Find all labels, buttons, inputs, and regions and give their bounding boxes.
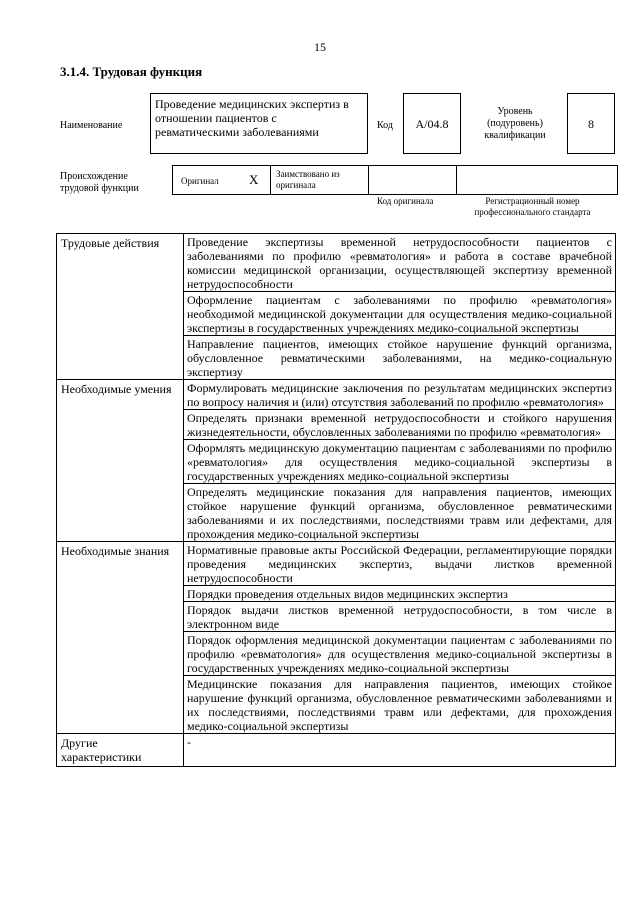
table-cell: Формулировать медицинские заключения по результатам медицинских экспертиз по вопросу наличия и (или) отсутствия заболеваний по профилю «ревматология» xyxy=(184,380,616,410)
origin-row xyxy=(172,165,618,195)
table-cell: Проведение экспертизы временной нетрудоспособности пациентов с заболеваниями по профилю «ревматология» и работа в составе врачебной комиссии медицинской организации, осуществляющей экспертизу временной нетрудоспособности xyxy=(184,234,616,292)
table-cell: - xyxy=(184,734,616,767)
code-label: Код xyxy=(377,120,393,131)
row-group-label: Другие характеристики xyxy=(57,734,184,767)
table-row xyxy=(57,234,616,292)
reg-number-label: Регистрационный номер профессионального стандарта xyxy=(474,196,591,217)
table-cell: Нормативные правовые акты Российской Федерации, регламентирующие порядки проведения медицинских экспертиз, выдачи листков временной нетрудоспособности xyxy=(184,542,616,586)
name-value: Проведение медицинских экспертиз в отношении пациентов с ревматическими заболеваниями xyxy=(150,93,368,154)
row-group-label: Трудовые действия xyxy=(57,234,184,380)
original-mark: X xyxy=(249,172,259,187)
table-row xyxy=(57,380,616,410)
table-cell: Порядки проведения отдельных видов медицинских экспертиз xyxy=(184,586,616,602)
origin-label: Происхождение трудовой функции xyxy=(60,171,139,194)
table-cell: Порядок выдачи листков временной нетрудоспособности, в том числе в электронном виде xyxy=(184,602,616,632)
row-group-label: Необходимые умения xyxy=(57,380,184,542)
functions-table xyxy=(56,233,616,767)
table-cell: Оформление пациентам с заболеваниями по профилю «ревматология» необходимой медицинской документации для осуществления медико-социальной экспертизы в государственных учреждениях медико-социальной экспертизы xyxy=(184,292,616,336)
table-cell: Направление пациентов, имеющих стойкое нарушение функций организма, обусловленное ревматическими заболеваниями, на медико-социальную экспертизу xyxy=(184,336,616,380)
page-number: 15 xyxy=(314,40,326,54)
level-label: Уровень (подуровень) квалификации xyxy=(484,106,546,141)
level-value: 8 xyxy=(567,93,615,154)
table-row xyxy=(57,542,616,586)
table-cell: Оформлять медицинскую документацию пациентам с заболеваниями по профилю «ревматология» для осуществления медико-социальной экспертизы в государственных учреждениях медико-социальной экспертизы xyxy=(184,440,616,484)
name-label: Наименование xyxy=(60,120,123,131)
table-cell: Порядок оформления медицинской документации пациентам с заболеваниями по профилю «ревматология» для осуществления медико-социальной экспертизы в государственных учреждениях медико-социальной экспертизы xyxy=(184,632,616,676)
original-code-label: Код оригинала xyxy=(377,196,434,206)
divider xyxy=(368,166,369,194)
borrowed-label: Заимствовано из оригинала xyxy=(276,169,340,190)
table-row xyxy=(57,734,616,767)
row-group-label: Необходимые знания xyxy=(57,542,184,734)
divider xyxy=(456,166,457,194)
table-cell: Медицинские показания для направления пациентов, имеющих стойкое нарушение функций организма, обусловленное ревматическими заболеваниями и их последствиями, последствиями травм или дефектами, для прохождения медико-социальной экспертизы xyxy=(184,676,616,734)
original-label: Оригинал xyxy=(181,176,219,186)
section-heading: 3.1.4. Трудовая функция xyxy=(60,64,203,79)
table-cell: Определять признаки временной нетрудоспособности и стойкого нарушения жизнедеятельности, обусловленных заболеваниями по профилю «ревматология» xyxy=(184,410,616,440)
table-cell: Определять медицинские показания для направления пациентов, имеющих стойкое нарушение функций организма, обусловленное ревматическими заболеваниями и их последствиями, последствиями травм или дефектами, для прохождения медико-социальной экспертизы xyxy=(184,484,616,542)
divider xyxy=(270,166,271,194)
code-value: A/04.8 xyxy=(403,93,461,154)
